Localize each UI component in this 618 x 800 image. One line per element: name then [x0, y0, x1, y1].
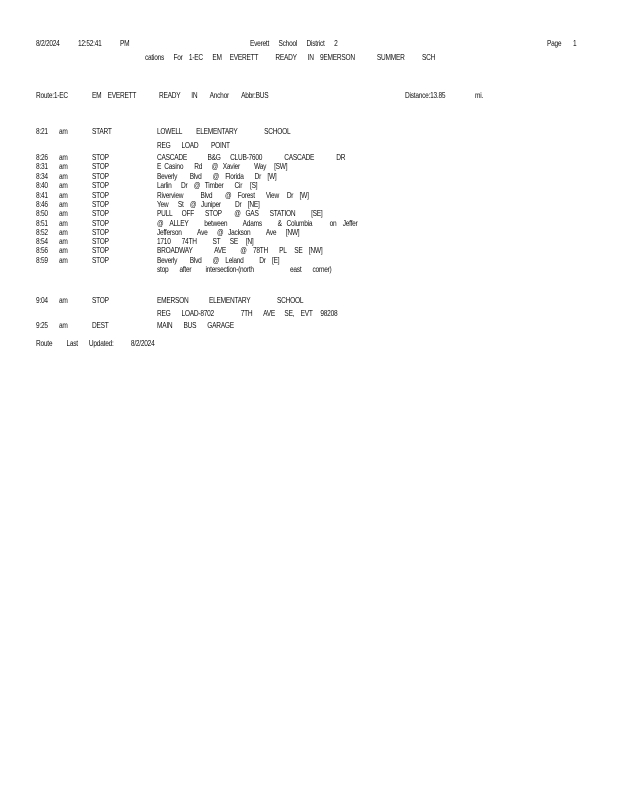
stop-ampm: am	[59, 228, 68, 237]
stop-description: REG LOAD POINT	[157, 141, 230, 150]
stop-ampm: am	[59, 296, 68, 305]
stop-ampm: am	[59, 153, 68, 162]
stop-description: REG LOAD-8702 7TH AVE SE, EVT 98208	[157, 309, 338, 318]
stop-type: STOP	[92, 228, 109, 237]
stop-time: 9:04	[36, 296, 48, 305]
stop-type: STOP	[92, 172, 109, 181]
stop-time: 8:34	[36, 172, 48, 181]
stop-type: STOP	[92, 237, 109, 246]
route-school: EM EVERETT	[92, 91, 137, 100]
route-id: Route:1-EC	[36, 91, 68, 100]
stop-description: PULL OFF STOP @ GAS STATION [SE]	[157, 209, 323, 218]
stop-description: MAIN BUS GARAGE	[157, 321, 234, 330]
stop-type: STOP	[92, 219, 109, 228]
stop-description: Yew St @ Juniper Dr [NE]	[157, 200, 260, 209]
route-distance-unit: mi.	[475, 91, 484, 100]
stop-description: Beverly Blvd @ Florida Dr [W]	[157, 172, 277, 181]
stop-time: 8:21	[36, 127, 48, 136]
stop-ampm: am	[59, 246, 68, 255]
report-time: 12:52:41	[78, 39, 102, 48]
stop-time: 8:52	[36, 228, 48, 237]
stop-description: stop after intersection-(north east corner)	[157, 265, 332, 274]
stop-type: DEST	[92, 321, 109, 330]
stop-ampm: am	[59, 127, 68, 136]
stop-time: 8:59	[36, 256, 48, 265]
stop-description: BROADWAY AVE @ 78TH PL SE [NW]	[157, 246, 323, 255]
stop-description: CASCADE B&G CLUB-7600 CASCADE DR	[157, 153, 346, 162]
stop-description: @ ALLEY between Adams & Columbia on Jeffer	[157, 219, 358, 228]
report-subtitle: cations For 1-EC EM EVERETT READY IN 9EMERSON SUMMER SCH	[145, 53, 436, 62]
stop-type: STOP	[92, 296, 109, 305]
stop-description: E Casino Rd @ Xavier Way [SW]	[157, 162, 288, 171]
stop-type: STOP	[92, 153, 109, 162]
stop-ampm: am	[59, 209, 68, 218]
stop-type: STOP	[92, 181, 109, 190]
stop-description: Jefferson Ave @ Jackson Ave [NW]	[157, 228, 300, 237]
stop-ampm: am	[59, 219, 68, 228]
report-date: 8/2/2024	[36, 39, 60, 48]
route-distance: Distance:13.85	[405, 91, 446, 100]
stop-ampm: am	[59, 200, 68, 209]
stop-type: STOP	[92, 209, 109, 218]
stop-time: 8:40	[36, 181, 48, 190]
stop-description: LOWELL ELEMENTARY SCHOOL	[157, 127, 291, 136]
stop-description: EMERSON ELEMENTARY SCHOOL	[157, 296, 304, 305]
stop-time: 9:25	[36, 321, 48, 330]
district-title: Everett School District 2	[250, 39, 338, 48]
stop-type: STOP	[92, 200, 109, 209]
stop-time: 8:46	[36, 200, 48, 209]
stop-description: Riverview Blvd @ Forest View Dr [W]	[157, 191, 309, 200]
stop-time: 8:54	[36, 237, 48, 246]
stop-ampm: am	[59, 237, 68, 246]
stop-type: STOP	[92, 256, 109, 265]
stop-type: STOP	[92, 191, 109, 200]
stop-ampm: am	[59, 191, 68, 200]
stop-time: 8:51	[36, 219, 48, 228]
stop-ampm: am	[59, 181, 68, 190]
stop-ampm: am	[59, 256, 68, 265]
stop-ampm: am	[59, 162, 68, 171]
stop-time: 8:26	[36, 153, 48, 162]
route-status: READY IN Anchor Abbr:BUS	[159, 91, 269, 100]
stop-type: STOP	[92, 162, 109, 171]
page-number: 1	[573, 39, 577, 48]
stop-description: 1710 74TH ST SE [N]	[157, 237, 254, 246]
report-ampm: PM	[120, 39, 130, 48]
stop-ampm: am	[59, 321, 68, 330]
stop-ampm: am	[59, 172, 68, 181]
page-label: Page	[547, 39, 562, 48]
stop-time: 8:41	[36, 191, 48, 200]
route-last-updated: Route Last Updated: 8/2/2024	[36, 339, 155, 348]
stop-time: 8:56	[36, 246, 48, 255]
stop-type: START	[92, 127, 112, 136]
stop-time: 8:50	[36, 209, 48, 218]
stop-description: Beverly Blvd @ Leland Dr [E]	[157, 256, 280, 265]
stop-type: STOP	[92, 246, 109, 255]
stop-description: Larlin Dr @ Timber Cir [S]	[157, 181, 258, 190]
stop-time: 8:31	[36, 162, 48, 171]
